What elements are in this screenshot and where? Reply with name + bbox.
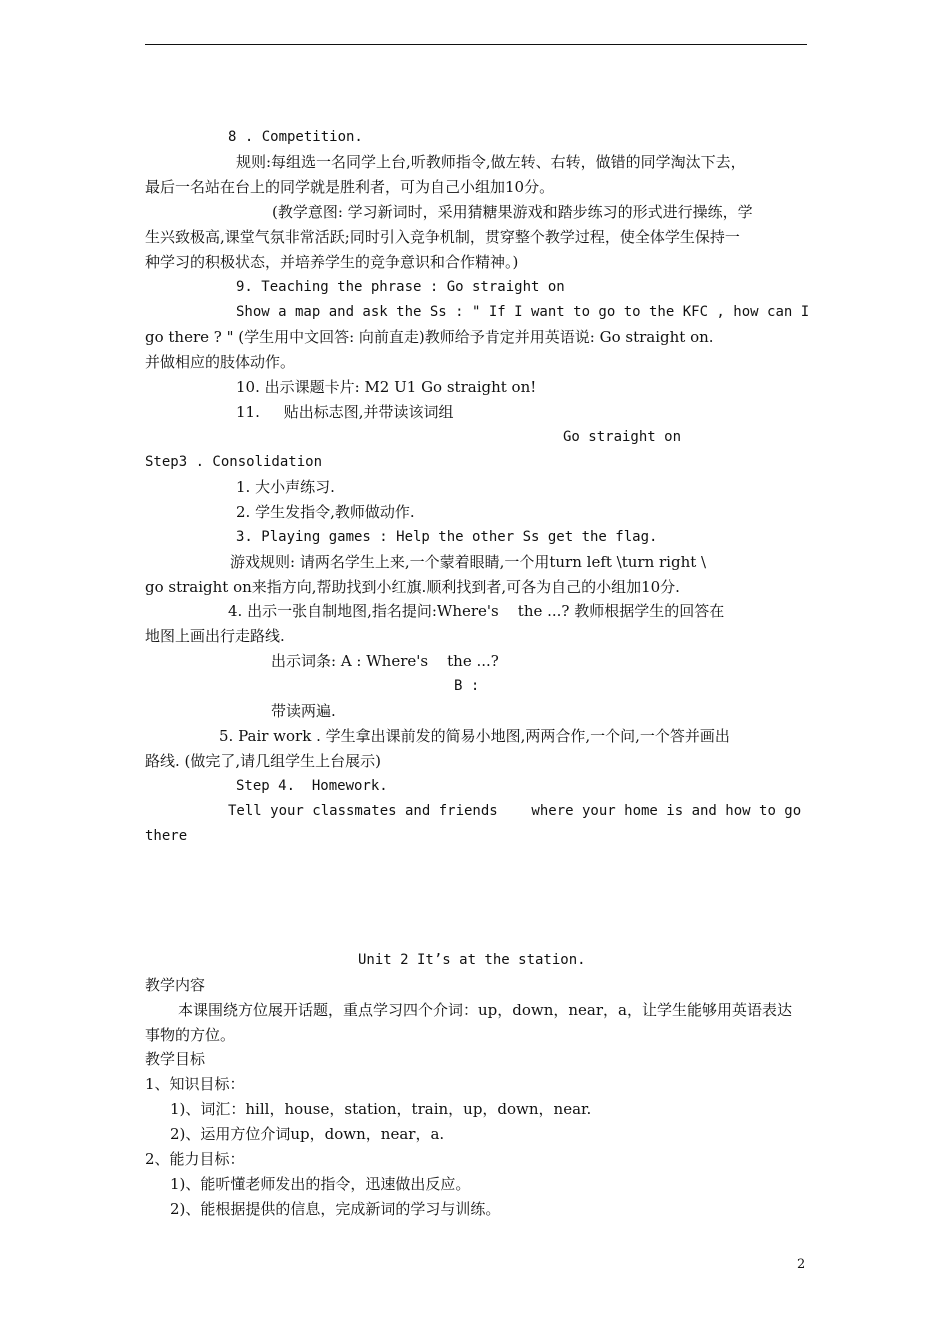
- text-line: 路线. (做完了,请几组学生上台展示): [145, 752, 382, 770]
- heading: 教学目标: [145, 1050, 206, 1068]
- text-line: 2)、能根据提供的信息，完成新词的学习与训练。: [170, 1200, 501, 1218]
- text-line: 地图上画出行走路线.: [145, 627, 285, 645]
- text-line: 8 . Competition.: [228, 129, 363, 145]
- text-line: 种学习的积极状态，并培养学生的竞争意识和合作精神。): [145, 253, 519, 271]
- text-line: Step3 . Consolidation: [145, 454, 323, 470]
- text-line: 5. Pair work . 学生拿出课前发的简易小地图,两两合作,一个问,一个答并画出: [219, 727, 730, 745]
- text-line: 2、能力目标：: [145, 1150, 245, 1168]
- text-line: 规则:每组选一名同学上台,听教师指令,做左转、右转，做错的同学淘汰下去，: [236, 153, 746, 171]
- text-line: 本课围绕方位展开话题，重点学习四个介词：up，down，near，a，让学生能够用英语表达: [178, 1001, 792, 1019]
- text-line: 11. 贴出标志图,并带读该词组: [236, 403, 454, 421]
- text-line: 带读两遍.: [271, 702, 336, 720]
- text-line: B :: [454, 678, 480, 694]
- header-rule: [145, 44, 807, 45]
- text-line: Go straight on: [563, 429, 682, 445]
- text-line: 并做相应的肢体动作。: [145, 353, 296, 371]
- text-line: 生兴致极高,课堂气氛非常活跃;同时引入竞争机制，贯穿整个教学过程，使全体学生保持一: [145, 228, 740, 246]
- text-line: go there ? " (学生用中文回答: 向前直走)教师给予肯定并用英语说: Go straight on.: [145, 328, 714, 346]
- text-line: Show a map and ask the Ss : " If I want to go to the KFC , how can I: [236, 304, 810, 320]
- text-line: 2. 学生发指令,教师做动作.: [236, 503, 415, 521]
- text-line: 3. Playing games : Help the other Ss get the flag.: [236, 529, 658, 545]
- text-line: 出示词条: A : Where's the ...?: [271, 652, 499, 670]
- page-number: 2: [797, 1257, 806, 1272]
- text-line: 1)、能听懂老师发出的指令，迅速做出反应。: [170, 1175, 471, 1193]
- text-line: 9. Teaching the phrase : Go straight on: [236, 279, 565, 295]
- text-line: Tell your classmates and friends where your home is and how to go: [228, 803, 802, 819]
- text-line: Step 4. Homework.: [236, 778, 388, 794]
- text-line: 游戏规则: 请两名学生上来,一个蒙着眼睛,一个用turn left \turn right \: [230, 553, 707, 571]
- section-title: Unit 2 It’s at the station.: [358, 952, 586, 968]
- text-line: 最后一名站在台上的同学就是胜利者，可为自己小组加10分。: [145, 178, 555, 196]
- heading: 教学内容: [145, 976, 206, 994]
- text-line: 2)、运用方位介词up，down，near，a.: [170, 1125, 445, 1143]
- text-line: 1. 大小声练习.: [236, 478, 335, 496]
- text-line: (教学意图: 学习新词时，采用猜糖果游戏和踏步练习的形式进行操练，学: [272, 203, 753, 221]
- text-line: 1、知识目标：: [145, 1075, 245, 1093]
- text-line: 4. 出示一张自制地图,指名提问:Where's the ...? 教师根据学生的回答在: [228, 602, 725, 620]
- text-line: go straight on来指方向,帮助找到小红旗.顺利找到者,可各为自己的小组加10分.: [145, 578, 680, 596]
- text-line: there: [145, 828, 188, 844]
- text-line: 事物的方位。: [145, 1026, 236, 1044]
- text-line: 10. 出示课题卡片: M2 U1 Go straight on!: [236, 378, 537, 396]
- text-line: 1)、词汇：hill，house，station，train，up，down，near.: [170, 1100, 592, 1118]
